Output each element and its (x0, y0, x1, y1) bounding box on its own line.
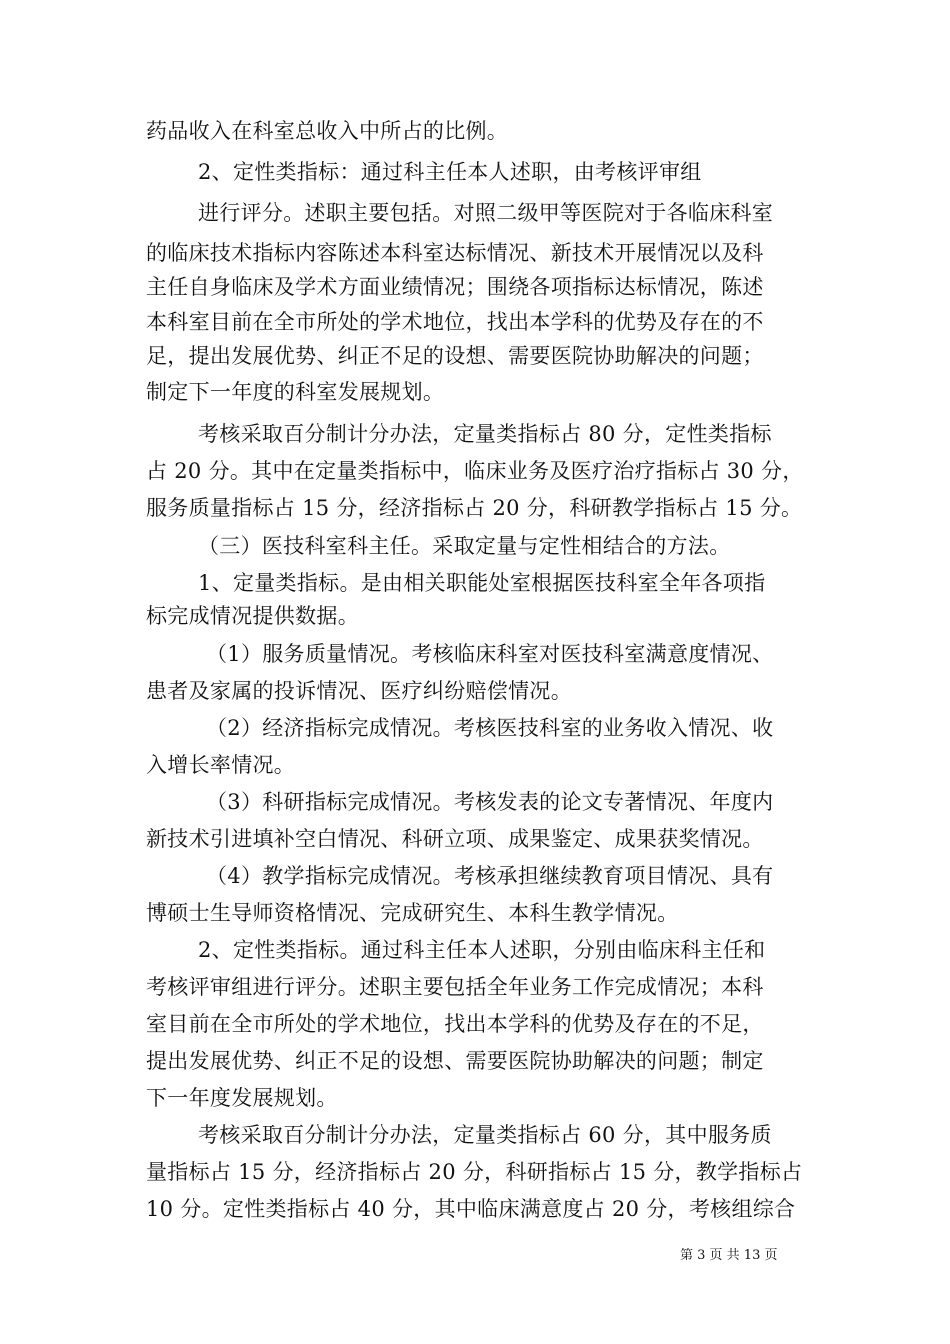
text-line: （三）医技科室科主任。采取定量与定性相结合的方法。 (198, 534, 731, 558)
text-line: 本科室目前在全市所处的学术地位，找出本学科的优势及存在的不 (146, 310, 764, 334)
text-line: 的临床技术指标内容陈述本科室达标情况、新技术开展情况以及科 (146, 241, 764, 265)
text-line: 2、定性类指标。通过科主任本人述职，分别由临床科主任和 (198, 938, 766, 962)
text-line: 2、定性类指标：通过科主任本人述职，由考核评审组 (198, 160, 702, 184)
text-line: 考核采取百分制计分办法，定量类指标占 60 分，其中服务质 (198, 1123, 772, 1147)
text-line: 博硕士生导师资格情况、完成研究生、本科生教学情况。 (146, 901, 679, 925)
text-line: 足，提出发展优势、纠正不足的设想、需要医院协助解决的问题； (146, 344, 764, 368)
text-line: 提出发展优势、纠正不足的设想、需要医院协助解决的问题；制定 (146, 1049, 764, 1073)
text-line: 新技术引进填补空白情况、科研立项、成果鉴定、成果获奖情况。 (146, 827, 764, 851)
text-line: 量指标占 15 分，经济指标占 20 分，科研指标占 15 分，教学指标占 (146, 1160, 803, 1184)
text-line: 进行评分。述职主要包括。对照二级甲等医院对于各临床科室 (198, 201, 774, 225)
text-line: 制定下一年度的科室发展规划。 (146, 380, 445, 404)
text-line: 占 20 分。其中在定量类指标中，临床业务及医疗治疗指标占 30 分， (146, 459, 804, 483)
text-line: 标完成情况提供数据。 (146, 604, 359, 628)
text-line: 患者及家属的投诉情况、医疗纠纷赔偿情况。 (146, 679, 572, 703)
page-number: 第 3 页 共 13 页 (680, 1248, 778, 1263)
text-line: （2）经济指标完成情况。考核医技科室的业务收入情况、收 (206, 716, 774, 740)
text-line: （4）教学指标完成情况。考核承担继续教育项目情况、具有 (206, 864, 774, 888)
text-line: 下一年度发展规划。 (146, 1086, 338, 1110)
text-line: 考核采取百分制计分办法，定量类指标占 80 分，定性类指标 (198, 422, 772, 446)
text-line: 入增长率情况。 (146, 753, 296, 777)
text-line: （3）科研指标完成情况。考核发表的论文专著情况、年度内 (206, 790, 774, 814)
text-line: 主任自身临床及学术方面业绩情况；围绕各项指标达标情况，陈述 (146, 275, 764, 299)
text-line: 10 分。定性类指标占 40 分，其中临床满意度占 20 分，考核组综合 (146, 1197, 796, 1221)
text-line: 考核评审组进行评分。述职主要包括全年业务工作完成情况；本科 (146, 975, 764, 999)
text-line: 室目前在全市所处的学术地位，找出本学科的优势及存在的不足， (146, 1012, 764, 1036)
text-line: 药品收入在科室总收入中所占的比例。 (146, 119, 509, 143)
text-line: （1）服务质量情况。考核临床科室对医技科室满意度情况、 (206, 642, 774, 666)
text-line: 1、定量类指标。是由相关职能处室根据医技科室全年各项指 (198, 571, 766, 595)
text-line: 服务质量指标占 15 分，经济指标占 20 分，科研教学指标占 15 分。 (146, 496, 803, 520)
